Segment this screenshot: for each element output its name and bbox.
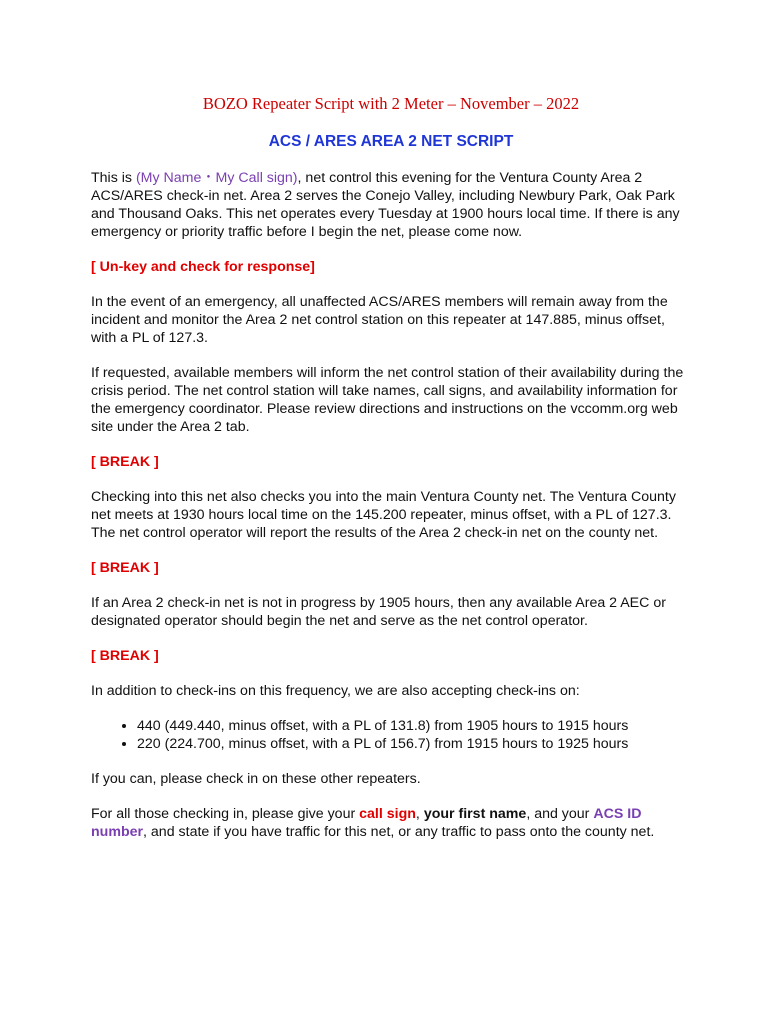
cue-unkey: [ Un-key and check for response] — [91, 259, 315, 275]
document-page — [91, 93, 691, 858]
intro-paragraph — [91, 169, 691, 241]
closing-text: , — [415, 806, 424, 822]
please-check-paragraph: If you can, please check in on these other repeaters. — [91, 771, 421, 787]
first-name-highlight: your first name — [423, 806, 527, 822]
repeater-list — [91, 717, 691, 753]
call-sign-highlight: call sign — [359, 806, 416, 822]
requested-paragraph: If requested, available members will inform the net control station of their availability during the crisis period. The net control station will take names, call signs, and availability information for the emergency coordinator. Please review directions and instructions on the vccomm.org web site under the Area 2 tab. — [91, 365, 684, 435]
acs-id-highlight: ACS ID number — [91, 806, 642, 840]
additional-checkins-paragraph: In addition to check-ins on this frequency, we are also accepting check-ins on: — [91, 683, 580, 699]
intro-text-pre: This is — [91, 170, 136, 186]
county-net-paragraph: Checking into this net also checks you into the main Ventura County net. The Ventura County net meets at 1930 hours local time on the 145.200 repeater, minus offset, with a PL of 127.3. The net control operator will report the results of the Area 2 check-in net on the county net. — [91, 489, 676, 541]
emergency-paragraph: In the event of an emergency, all unaffected ACS/ARES members will remain away from the incident and monitor the Area 2 net control station on this repeater at 147.885, minus offset, with a PL of 127.3. — [91, 294, 668, 346]
name-callsign-placeholder: (My Name・My Call sign) — [135, 170, 298, 186]
list-item: • 440 (449.440, minus offset, with a PL of 131.8) from 1905 hours to 1915 hours — [137, 717, 691, 735]
closing-text: , and your — [526, 806, 594, 822]
cue-break: [ BREAK ] — [91, 648, 159, 664]
document-header: BOZO Repeater Script with 2 Meter – November – 2022 — [202, 94, 580, 113]
cue-break: [ BREAK ] — [91, 454, 159, 470]
intro-text-post: , net control this evening for the Ventura County Area 2 ACS/ARES check-in net. Area 2 serves the Conejo Valley, including Newbury Park, Oak Park and Thousand Oaks. This net operates every Tuesday at 1900 hours local time. If there is any emergency or priority traffic before I begin the net, please come now. — [91, 170, 680, 240]
not-in-progress-paragraph: If an Area 2 check-in net is not in progress by 1905 hours, then any available Area 2 AEC or designated operator should begin the net and serve as the net control operator. — [91, 595, 666, 629]
closing-text: , and state if you have traffic for this net, or any traffic to pass onto the county net. — [143, 824, 655, 840]
list-item: • 220 (224.700, minus offset, with a PL of 156.7) from 1915 hours to 1925 hours — [137, 735, 691, 753]
closing-text: For all those checking in, please give your — [91, 806, 360, 822]
cue-break: [ BREAK ] — [91, 560, 159, 576]
closing-paragraph — [91, 805, 691, 841]
document-title: ACS / ARES AREA 2 NET SCRIPT — [268, 133, 514, 150]
